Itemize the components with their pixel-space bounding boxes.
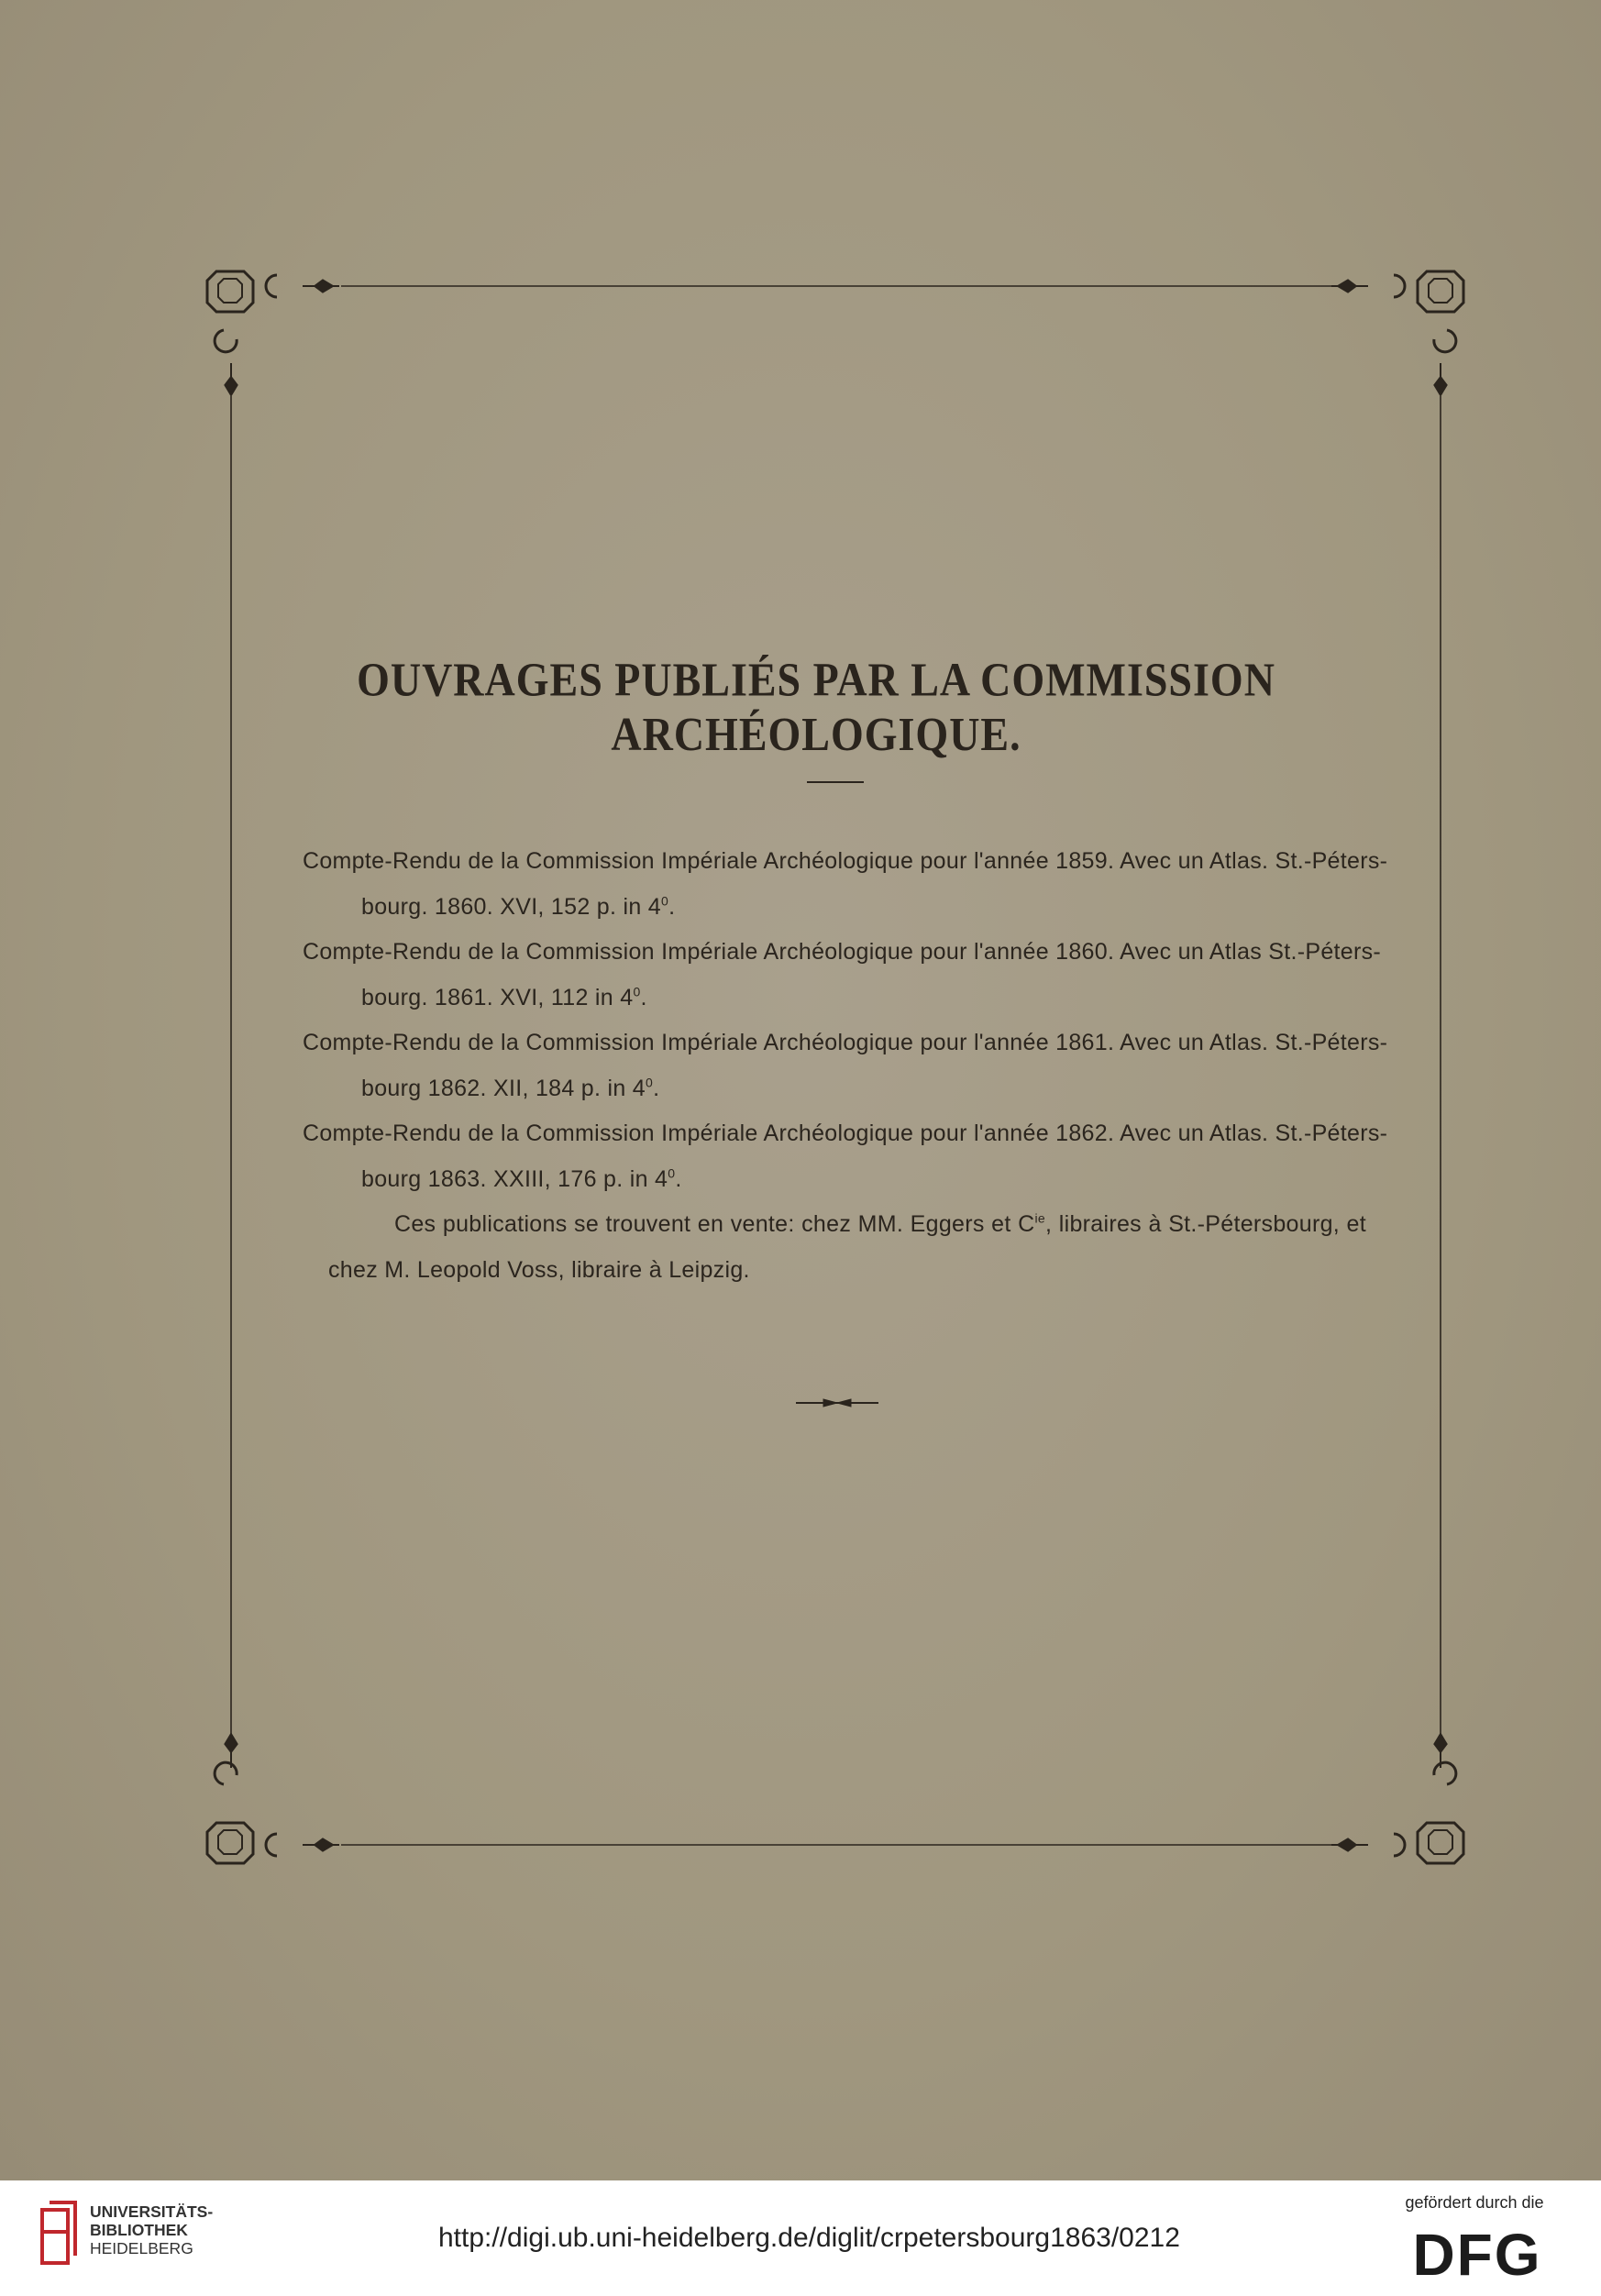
entry-line-1: Compte-Rendu de la Commission Impériale Archéologique pour l'année 1860. Avec un Atlas St.-Péters- (303, 939, 1382, 965)
entry-line-1: Compte-Rendu de la Commission Impériale Archéologique pour l'année 1861. Avec un Atlas. St.-Péters- (303, 1030, 1388, 1055)
entry-line-2: bourg 1862. XII, 184 p. in $4^0$. (361, 1075, 660, 1101)
corner-ornament-top-right (1331, 271, 1463, 394)
sponsor-text: gefördert durch die (1405, 2193, 1544, 2212)
university-library-logo-icon (37, 2195, 84, 2274)
publication-entry (303, 839, 1388, 930)
publication-entry (303, 1021, 1388, 1111)
sales-note (303, 1202, 1366, 1293)
corner-ornament-bottom-right (1331, 1735, 1463, 1863)
title-divider (807, 781, 864, 783)
entry-line-1: Compte-Rendu de la Commission Impériale Archéologique pour l'année 1862. Avec un Atlas. St.-Péters- (303, 1120, 1388, 1146)
corner-ornament-bottom-left (207, 1735, 339, 1863)
publication-list (303, 839, 1388, 1293)
page-title: OUVRAGES PUBLIÉS PAR LA COMMISSION ARCHÉOLOGIQUE. (357, 653, 1275, 761)
university-library-name: UNIVERSITÄTS- BIBLIOTHEK HEIDELBERG (90, 2202, 214, 2257)
note-line-1: Ces publications se trouvent en vente: chez MM. Eggers et $C^{ie}$, libraires à St.-Pétersbourg, et (394, 1210, 1366, 1237)
note-line-2: chez M. Leopold Voss, libraire à Leipzig. (328, 1256, 750, 1283)
dfg-logo: DFG (1412, 2222, 1542, 2288)
publication-entry (303, 930, 1382, 1021)
closing-ornament (796, 1399, 878, 1407)
corner-ornament-top-left (207, 271, 339, 394)
digitization-footer (0, 2180, 1601, 2296)
entry-line-2: bourg. 1860. XVI, 152 p. in $4^0$. (361, 893, 676, 920)
entry-line-2: bourg. 1861. XVI, 112 in $4^0$. (361, 984, 647, 1010)
permalink-url[interactable]: http://digi.ub.uni-heidelberg.de/diglit/crpetersbourg1863/0212 (438, 2223, 1180, 2253)
entry-line-2: bourg 1863. XXIII, 176 p. in $4^0$. (361, 1165, 682, 1192)
publication-entry (303, 1111, 1388, 1202)
entry-line-1: Compte-Rendu de la Commission Impériale Archéologique pour l'année 1859. Avec un Atlas. St.-Péters- (303, 848, 1388, 874)
